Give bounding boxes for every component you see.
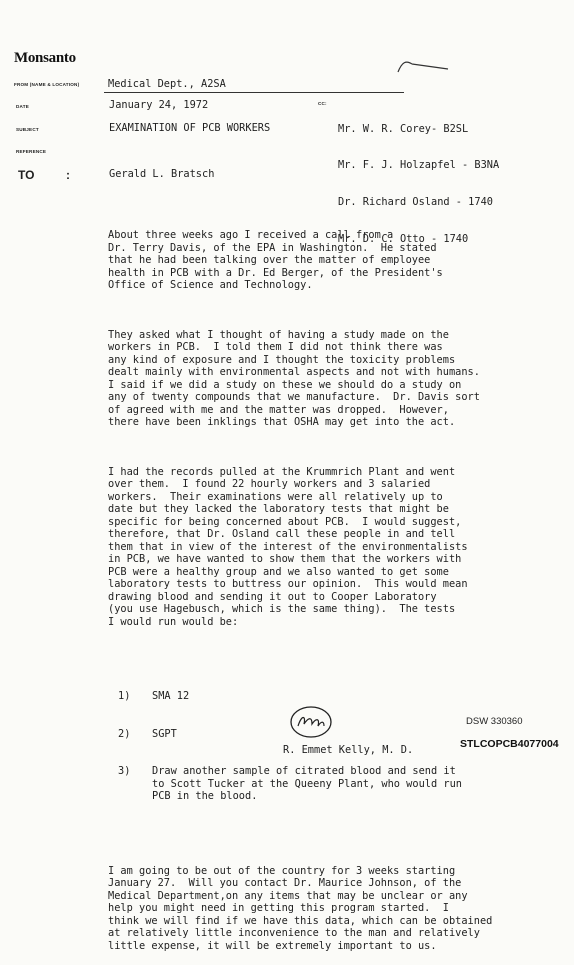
signature-name: R. Emmet Kelly, M. D. — [283, 744, 414, 756]
cc-item: Mr. W. R. Corey- B2SL — [338, 122, 469, 135]
list-item — [118, 765, 570, 803]
letter-body — [108, 204, 570, 965]
to-label: TO — [18, 168, 35, 182]
subject-label: SUBJECT — [16, 127, 39, 132]
cc-item: Mr. F. J. Holzapfel - B3NA — [338, 159, 500, 172]
date-value: January 24, 1972 — [109, 99, 209, 111]
list-item-number: 3) — [118, 765, 131, 777]
bates-number: STLCOPCB4077004 — [460, 738, 559, 750]
paragraph-4: I am going to be out of the country for 3 weeks starting January 27. Will you contact Dr. Maurice Johnson, of the Medical Department,on any items that may be unclear or any help you might need in getting this program started. I think we will find if we have this data, which can be obtained at relatively little inconvenience to the man and relatively little expense, it will be extremely important to us. — [108, 864, 493, 952]
reference-label: REFERENCE — [16, 149, 47, 154]
to-colon: : — [66, 168, 70, 182]
cc-item: Dr. Richard Osland - 1740 — [338, 196, 493, 209]
from-value: Medical Dept., A2SA — [108, 78, 226, 90]
dsw-stamp: DSW 330360 — [466, 716, 523, 727]
from-label: FROM (NAME & LOCATION) — [14, 82, 80, 87]
to-value: Gerald L. Bratsch — [109, 168, 215, 180]
list-item-text: SGPT — [152, 727, 177, 740]
company-logo: Monsanto — [14, 50, 76, 66]
list-item — [118, 690, 570, 703]
list-item-number: 1) — [118, 690, 131, 702]
list-item-text: Draw another sample of citrated blood and send it to Scott Tucker at the Queeny Plant, who would run PCB in the blood. — [152, 765, 462, 802]
handwritten-check-mark — [392, 56, 452, 78]
cc-item: Mr. D. C. Otto - 1740 — [338, 233, 469, 246]
list-item-number: 2) — [118, 727, 131, 740]
paragraph-3: I had the records pulled at the Krummrich Plant and went over them. I found 22 hourly workers and 3 salaried workers. Their examinations were all relatively up to date but they lacked the laboratory tests that might be specific for being concerned about PCB. I would suggest, therefore, that Dr. Osland call these people in and tell them that in view of the interest of the environmentalists in PCB, we have wanted to show them that the workers with PCB were a healthy group and we also wanted to get some laboratory tests to buttress our opinion. This would mean drawing blood and sending it out to Cooper Laboratory (you use Hagebusch, which is the same thing). The tests I would run would be: — [108, 465, 468, 628]
date-label: DATE — [16, 104, 29, 109]
signature-initials-mark — [288, 704, 334, 740]
paragraph-1: About three weeks ago I received a call from a Dr. Terry Davis, of the EPA in Washington. He stated that he had been talking over the matter of employee health in PCB with a Dr. Ed Berger, of the President's Office of Science and Technology. — [108, 229, 443, 291]
paragraph-2: They asked what I thought of having a study made on the workers in PCB. I told them I did not think there was any kind of exposure and I thought the toxicity problems dealt mainly with environmental aspects and not with humans. I said if we did a study on these we should do a study on any of twenty compounds that we manufacture. Dr. Davis sort of agreed with me and the matter was dropped. However, there have been inklings that OSHA may get into the act. — [108, 328, 480, 428]
list-item-text: SMA 12 — [152, 690, 190, 702]
from-underline — [104, 92, 404, 93]
cc-label: CC: — [318, 101, 327, 106]
subject-value: EXAMINATION OF PCB WORKERS — [109, 122, 271, 134]
